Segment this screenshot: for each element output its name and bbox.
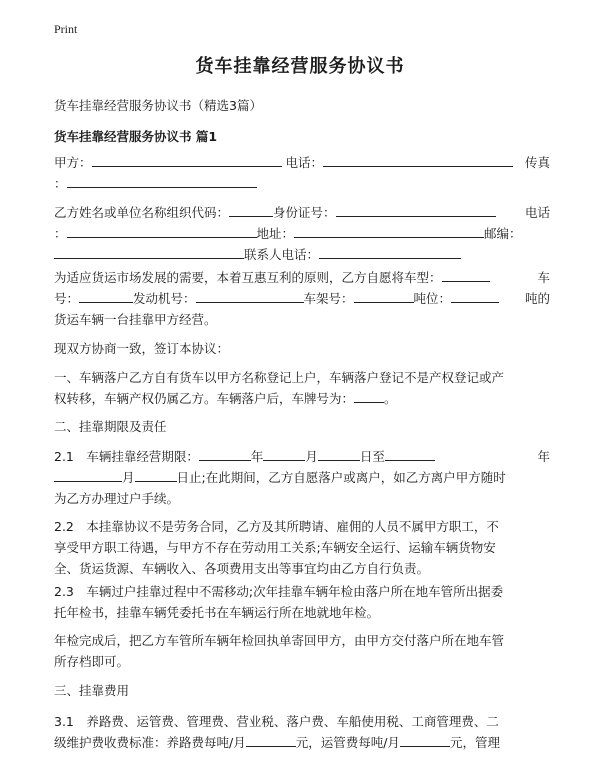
document-subtitle: 货车挂靠经营服务协议书（精选3篇）: [54, 98, 262, 113]
transport-fee-label: 元，运管费每吨/月: [295, 735, 400, 750]
start-month-unit: 月: [305, 449, 318, 464]
road-fee-label: 级维护费收费标准：养路费每吨/月: [54, 735, 246, 750]
engine-label: 发动机号：: [133, 291, 196, 306]
clause-2-1-line-2: 日止;在此期间，乙方自愿落户或离户，如乙方离户甲方随时: [176, 470, 506, 485]
party-b-phone-label: 电话: [524, 205, 550, 220]
end-day-blank: [135, 467, 177, 482]
clause-2-2-line-3: 全、货运货源、车辆收入、各项费用支出等事宜均由乙方自行负责。: [54, 561, 430, 576]
party-b-phone-blank: [67, 223, 257, 238]
party-b-address-label: 地址：: [256, 226, 295, 241]
party-b-postcode-blank: [54, 244, 244, 259]
start-year-unit: 年: [250, 449, 264, 464]
party-b-id-label: 身份证号：: [273, 205, 336, 220]
document-title: 货车挂靠经营服务协议书: [195, 56, 405, 77]
party-a-fax-blank: [67, 173, 257, 188]
party-b-name-label: 乙方姓名或单位名称组织代码：: [54, 205, 230, 220]
clause-2-2: [54, 516, 550, 579]
party-a-phone-blank: [323, 152, 513, 167]
start-year-blank: [199, 446, 251, 461]
clause-2-2-line-1: 2.2 本挂靠协议不是劳务合同，乙方及其所聘请、雇佣的人员不属甲方职工，不: [54, 519, 499, 534]
vehicle-intro-text: 为适应货运市场发展的需要，本着互惠互利的原则，乙方自愿将车型：: [54, 270, 442, 285]
vehicle-closing-text: 货运车辆一台挂靠甲方经营。: [54, 312, 217, 327]
clause-3-1-line-1: 3.1 养路费、运管费、管理费、营业税、落户费、车船使用税、工商管理费、二: [54, 714, 499, 729]
clause-2-2-line-2: 享受甲方职工待遇，与甲方不存在劳动用工关系;车辆安全运行、运输车辆货物安: [54, 540, 496, 555]
annual-line-1: 年检完成后，把乙方车管所车辆年检回执单寄回甲方，由甲方交付落户所在地车管: [54, 633, 505, 648]
plate-label: 号：: [54, 291, 80, 306]
party-a-block: [54, 152, 550, 194]
transport-fee-blank: [400, 732, 450, 747]
clause-2-3-line-2: 托年检书，挂靠车辆凭委托书在车辆运行所在地就地年检。: [54, 605, 380, 620]
clause-1-line-1: 一、车辆落户乙方自有货车以甲方名称登记上户，车辆落户登记不是产权登记或产: [54, 370, 505, 385]
start-month-blank: [263, 446, 305, 461]
clause-1-line-2: 权转移，车辆产权仍属乙方。车辆落户后，车牌号为：: [54, 391, 355, 406]
section-title: 货车挂靠经营服务协议书 篇1: [54, 129, 218, 144]
tonnage-label: 吨位：: [413, 291, 452, 306]
tonnage-unit: 吨的: [524, 291, 550, 306]
end-month-blank: [54, 467, 122, 482]
frame-label: 车架号：: [303, 291, 354, 306]
clause-1-period: 。: [384, 391, 397, 406]
party-b-contact-blank: [319, 244, 461, 259]
plate-blank: [79, 288, 133, 303]
party-a-phone-label: 电话：: [285, 155, 324, 170]
party-b-postcode-label: 邮编：: [484, 226, 522, 241]
annual-inspection-paragraph: [54, 630, 550, 672]
party-a-fax-label: 传真: [524, 155, 550, 170]
clause-2-3-line-1: 2.3 车辆过户挂靠过程中不需移动;次年挂靠车辆年检由落户所在地车管所出据委: [54, 584, 504, 599]
clause-2-1-line-3: 为乙方办理过户手续。: [54, 491, 180, 506]
term-label: 2.1 车辆挂靠经营期限：: [54, 449, 199, 464]
party-b-colon: ：: [54, 226, 67, 241]
end-year-unit: 年: [537, 449, 550, 464]
clause-2-3: [54, 581, 550, 623]
party-a-blank: [92, 152, 282, 167]
agreement-paragraph: 现双方协商一致，签订本协议：: [54, 341, 230, 356]
clause-3-title: 三、挂靠费用: [54, 683, 130, 698]
vehicle-che-text: 车: [537, 270, 550, 285]
party-b-contact-label: 联系人电话：: [244, 247, 320, 262]
management-fee-label: 元，管理: [449, 735, 500, 750]
party-a-label: 甲方：: [54, 155, 92, 170]
engine-blank: [196, 288, 304, 303]
end-month-unit: 月: [122, 470, 135, 485]
end-year-blank: [385, 446, 435, 461]
clause-2-title: 二、挂靠期限及责任: [54, 419, 167, 434]
clause-3-1: [54, 711, 550, 753]
vehicle-paragraph: [54, 267, 550, 330]
vehicle-model-blank: [442, 267, 490, 282]
party-b-address-blank: [294, 223, 484, 238]
tonnage-blank: [451, 288, 499, 303]
clause-2-1: [54, 446, 550, 509]
start-day-unit: 日至: [359, 449, 385, 464]
annual-line-2: 所存档即可。: [54, 654, 130, 669]
print-link[interactable]: Print: [54, 22, 78, 36]
road-fee-blank: [246, 732, 296, 747]
party-a-fax-colon: ：: [54, 176, 67, 191]
frame-blank: [354, 288, 414, 303]
party-b-name-blank: [229, 202, 273, 217]
plate-number-blank: [354, 388, 384, 403]
party-b-block: [54, 202, 550, 265]
party-b-id-blank: [336, 202, 496, 217]
start-day-blank: [318, 446, 360, 461]
clause-1: [54, 367, 550, 409]
